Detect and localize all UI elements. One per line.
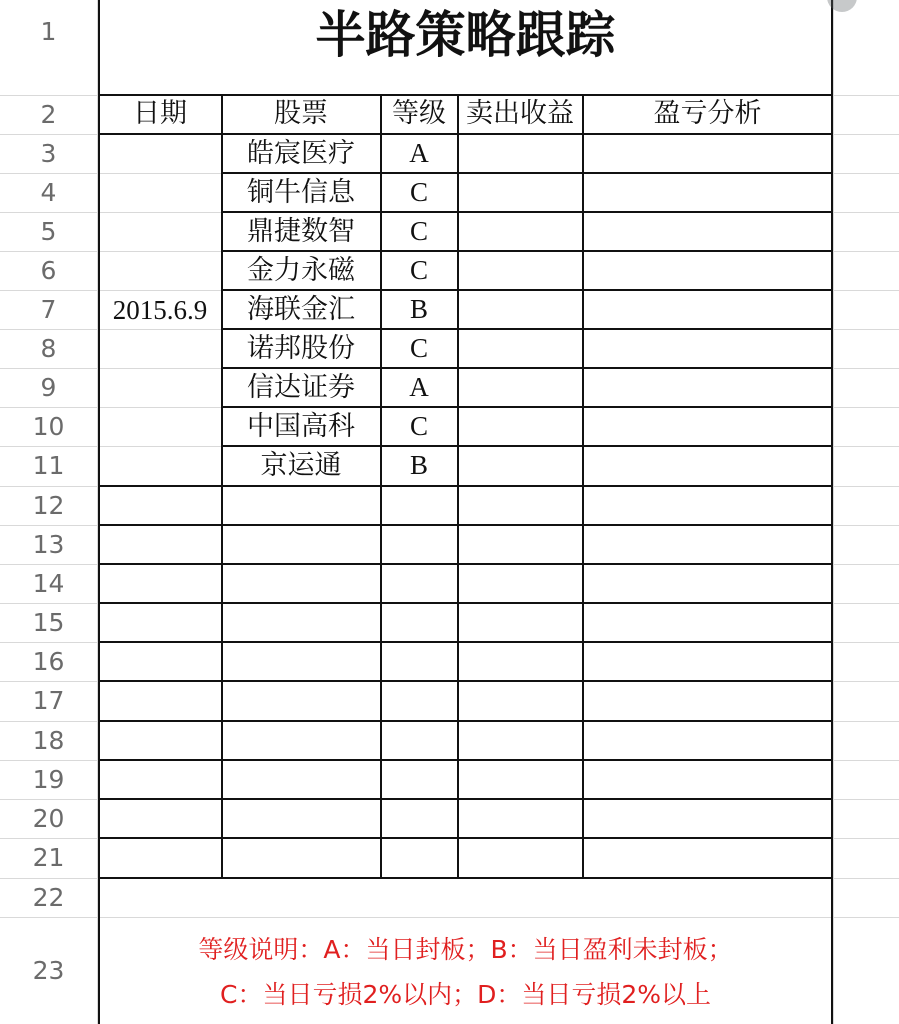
row-number[interactable]: 17 — [32, 686, 65, 715]
grade-cell[interactable]: B — [409, 450, 428, 480]
grade-cell[interactable]: A — [409, 138, 429, 168]
stock-cell[interactable]: 京运通 — [260, 450, 342, 481]
gridline — [0, 917, 899, 918]
header-pnl-analysis: 盈亏分析 — [653, 98, 762, 129]
grade-cell[interactable]: C — [409, 177, 428, 207]
grade-cell[interactable]: A — [409, 372, 429, 402]
grade-legend-line-1: 等级说明：A：当日封板；B：当日盈利未封板； — [198, 935, 733, 964]
header-sell-return: 卖出收益 — [466, 98, 574, 129]
table-border — [98, 641, 833, 643]
sheet-title: 半路策略跟踪 — [315, 6, 616, 64]
row-number[interactable]: 11 — [32, 451, 65, 480]
table-border — [582, 94, 584, 878]
row-number[interactable]: 2 — [40, 100, 57, 129]
gridline — [833, 0, 834, 1024]
table-border — [98, 720, 833, 722]
row-number[interactable]: 7 — [40, 295, 57, 324]
table-border — [98, 563, 833, 565]
row-number[interactable]: 19 — [32, 765, 65, 794]
stock-cell[interactable]: 铜牛信息 — [247, 177, 355, 208]
stock-cell[interactable]: 诺邦股份 — [247, 333, 355, 364]
stock-cell[interactable]: 皓宸医疗 — [247, 138, 355, 169]
grade-legend-line-2: C：当日亏损2%以内；D：当日亏损2%以上 — [219, 980, 712, 1009]
table-border — [98, 798, 833, 800]
row-number[interactable]: 23 — [32, 956, 65, 985]
row-number[interactable]: 5 — [40, 217, 57, 246]
row-number[interactable]: 6 — [40, 256, 57, 285]
table-border — [831, 94, 833, 878]
row-number[interactable]: 8 — [40, 334, 57, 363]
table-border — [98, 485, 833, 487]
row-number[interactable]: 16 — [32, 647, 65, 676]
date-cell[interactable]: 2015.6.9 — [112, 295, 208, 325]
table-border — [98, 133, 833, 135]
table-border — [98, 94, 100, 878]
row-number[interactable]: 13 — [32, 530, 65, 559]
grade-cell[interactable]: C — [409, 411, 428, 441]
stock-cell[interactable]: 海联金汇 — [247, 294, 355, 325]
table-border — [98, 759, 833, 761]
stock-cell[interactable]: 金力永磁 — [247, 255, 355, 286]
row-number[interactable]: 22 — [32, 883, 65, 912]
row-number[interactable]: 3 — [40, 139, 57, 168]
header-stock: 股票 — [274, 98, 328, 129]
row-number[interactable]: 10 — [32, 412, 65, 441]
table-border — [98, 877, 833, 879]
row-number[interactable]: 20 — [32, 804, 65, 833]
table-border — [457, 94, 459, 878]
row-number[interactable]: 12 — [32, 491, 65, 520]
row-number[interactable]: 4 — [40, 178, 57, 207]
grade-cell[interactable]: C — [409, 333, 428, 363]
table-border — [98, 680, 833, 682]
row-number[interactable]: 18 — [32, 726, 65, 755]
stock-cell[interactable]: 鼎捷数智 — [247, 216, 355, 247]
grade-cell[interactable]: C — [409, 216, 428, 246]
row-number[interactable]: 9 — [40, 373, 57, 402]
header-grade: 等级 — [392, 98, 446, 129]
grade-cell[interactable]: B — [409, 294, 428, 324]
table-border — [98, 524, 833, 526]
header-date: 日期 — [133, 98, 187, 129]
stock-cell[interactable]: 信达证券 — [247, 372, 355, 403]
row-number[interactable]: 14 — [32, 569, 65, 598]
stock-cell[interactable]: 中国高科 — [247, 411, 355, 442]
row-number[interactable]: 15 — [32, 608, 65, 637]
table-border — [98, 602, 833, 604]
row-number[interactable]: 1 — [40, 17, 57, 46]
grade-cell[interactable]: C — [409, 255, 428, 285]
row-number[interactable]: 21 — [32, 843, 65, 872]
table-border — [98, 837, 833, 839]
